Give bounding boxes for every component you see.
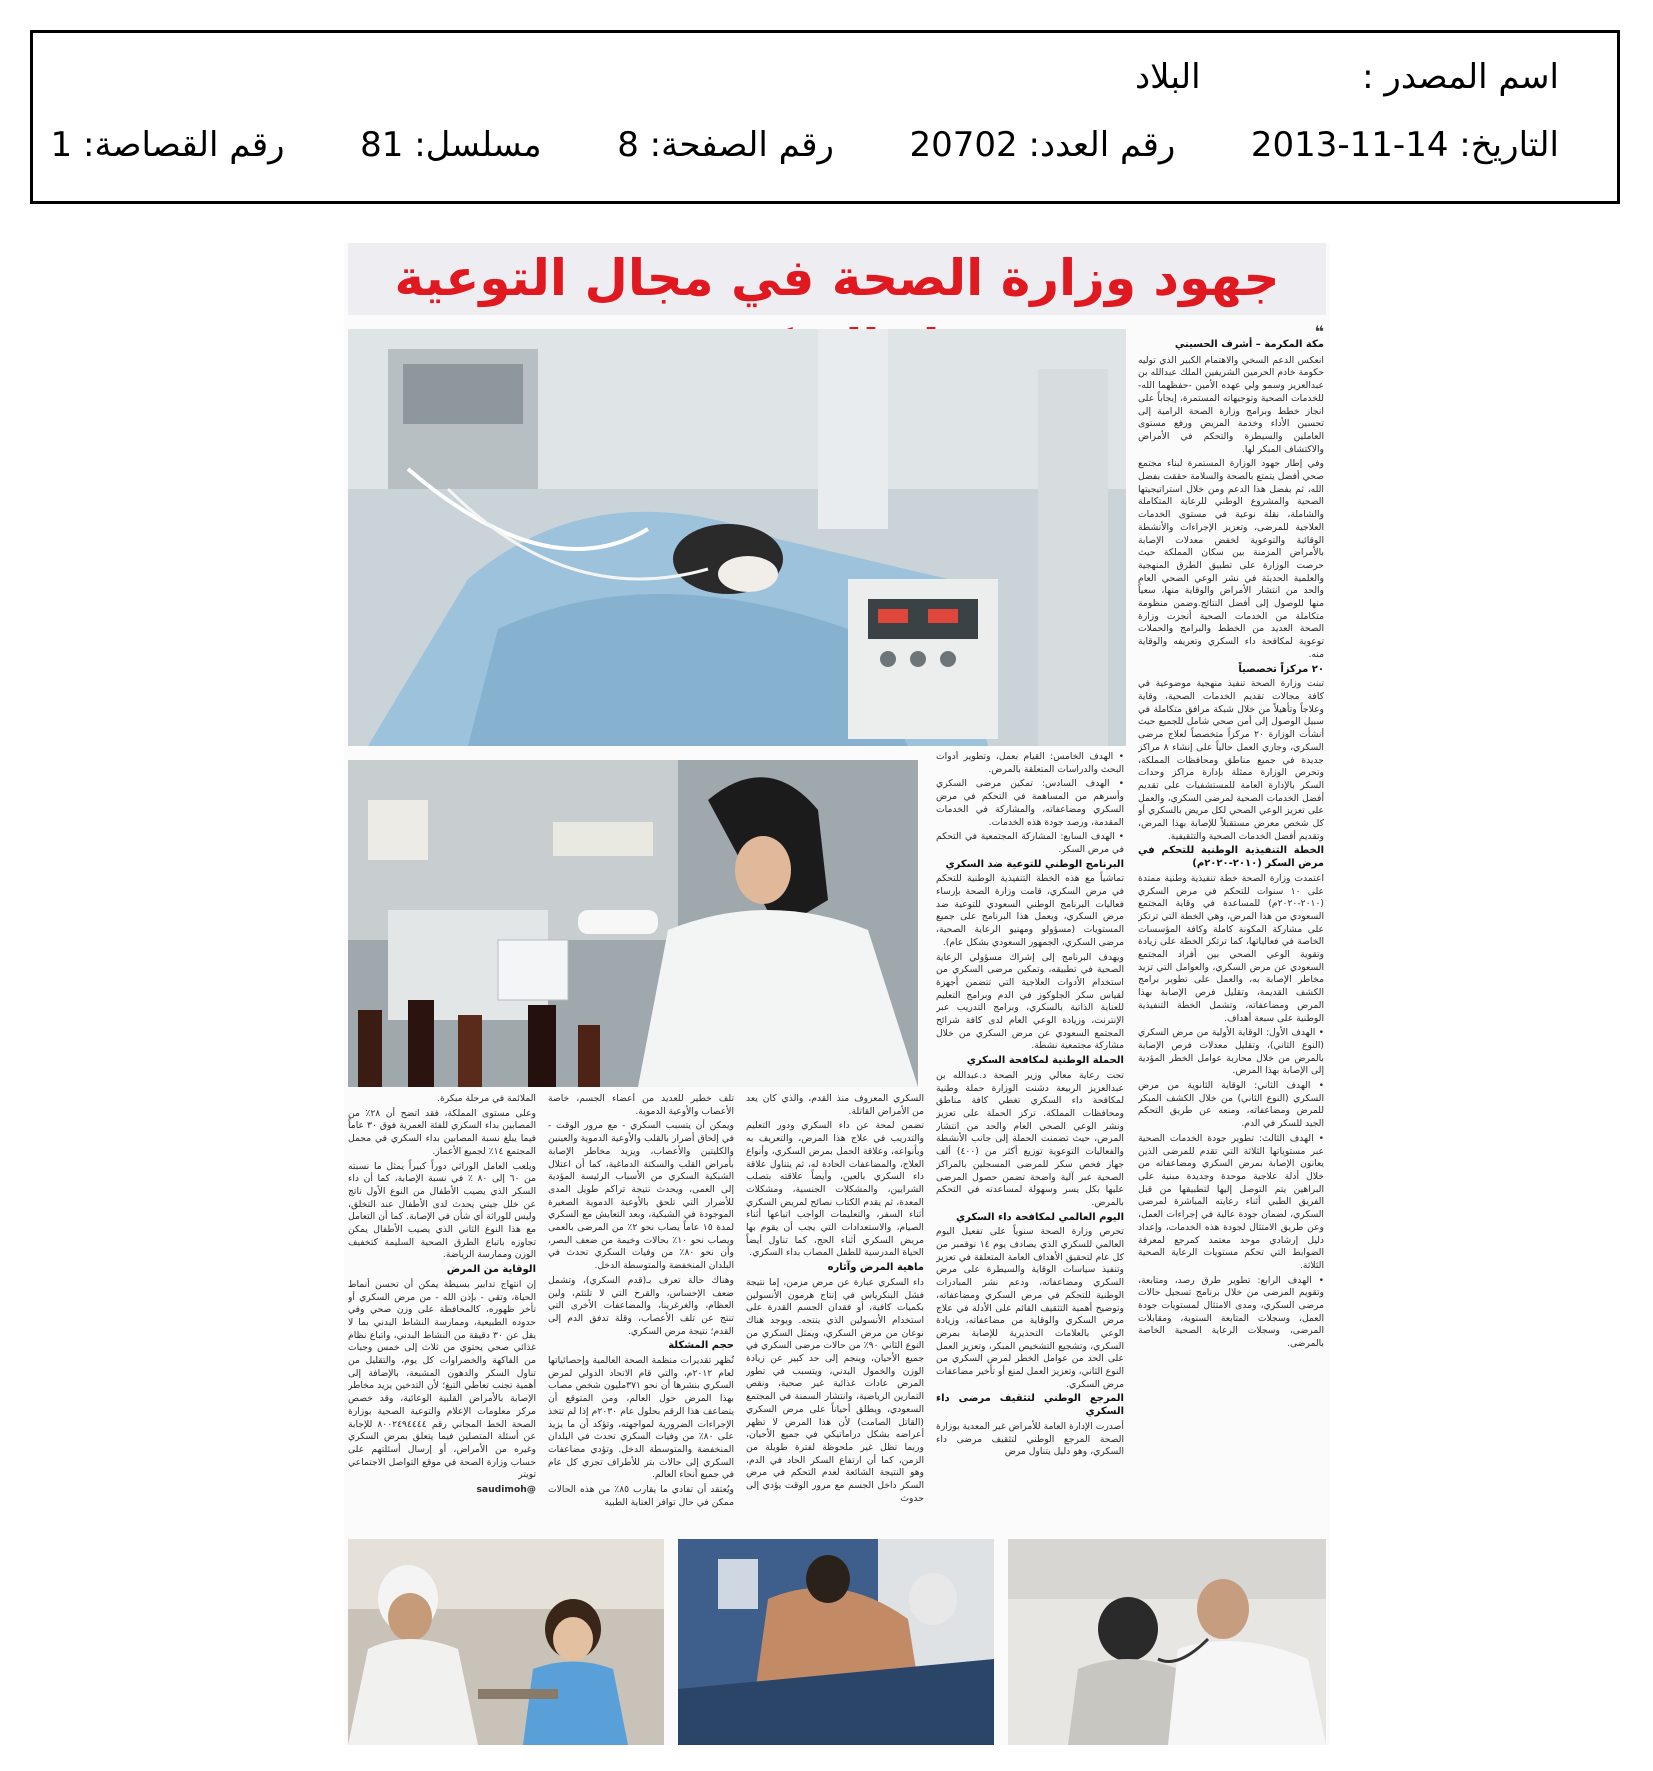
newspaper-clipping — [344, 243, 1330, 1745]
source-info-box — [30, 30, 1620, 204]
article-column-5 — [348, 1093, 536, 1535]
section-heading: ماهية المرض وآثاره — [827, 1262, 924, 1274]
column-paragraph: تماشياً مع هذه الخطة التنفيذية الوطنية للتحكم في مرض السكري، قامت وزارة الصحة بإرساء فعاليات البرنامج الوطني السعودي للتوعية ضد مرض السكري، ويعمل هذا البرنامج على جميع المستويات (مسؤولو ومهنيو الرعاية الصحية، مرضى السكري، الجمهور السعودي بشكل عام). — [936, 873, 1124, 948]
column-paragraph: • الهدف الرابع: تطوير طرق رصد، ومتابعة، وتقويم المرضى من خلال برنامج تسجيل حالات مرضى السكري، ومدى الامتثال لمستويات جودة العمل، وسجلات المتابعة السنوية، ومقابلات المرضى، وسجلات الرعاية الصحية الخاصة بالمرضى. — [1138, 1274, 1324, 1350]
clip-label: رقم القصاصة: — [83, 125, 285, 165]
column-paragraph: انعكس الدعم السخي والاهتمام الكبير الذي توليه حكومة خادم الحرمين الشريفين الملك عبدالله بن عبدالعزيز وسمو ولي عهده الأمين -حفظهما الله- للخدمات الصحية وتوجيهاته المستمرة، إيجاباً على انجاز خطط وبرامج وزارة الصحة الرامية إلى تحسين الأداء وخدمة المريض ورفع مستوى العاملين والسيطرة والتحكم في الأمراض والاكتشاف المبكر لها. — [1138, 354, 1324, 455]
clip-value: 1 — [50, 125, 73, 165]
column-paragraph: داء السكري عبارة عن مرض مزمن، إما نتيجة فشل البنكرياس في إنتاج هرمون الأنسولين بكميات كافية، أو فقدان الجسم القدرة على استخدام الأنسولين الذي ينتجه. ويوجد هناك نوعان من مرض السكري، ويمثل السكري من النوع الثاني ٩٠٪ من حالات مرضى السكري في جميع الأحيان، وينجم إلى حد كبير عن زيادة الوزن والخمول البدني، ويتسبب في تطور المرض عادات غذائية غير صحية، ونقص التمارين الرياضية، وانتشار السمنة في المجتمع السعودي، ويطلق أحياناً على مرض السكري (القاتل الصامت) لأن هذا المرض لا تظهر أعراضه بشكل دراماتيكي في جميع الأحيان، وربما تظل غير ملحوظة لفترة طويلة من الزمن، كما أن ارتفاع السكر الحاد في الدم، وهو النتيجة الشائعة لعدم التحكم في مرض السكر داخل الجسم مع مرور الوقت يؤدي إلى حدوث — [746, 1276, 924, 1504]
doctor-with-stethoscope-photo — [1008, 1539, 1326, 1745]
date-label: التاريخ: — [1459, 125, 1559, 165]
column-paragraph: ويهدف البرنامج إلى إشراك مسؤولي الرعاية الصحية في تطبيقه، وتمكين مرضى السكري من استخدام الأدوات العلاجية التي تتضمن أجهزة لقياس سكر الجلوكوز في الدم وبرامج التعليم للعناية الذاتية بالسكري، وبرامج التدريب عبر الإنترنت، وزيادة الوعي العام لدى كافة شرائح المجتمع السعودي عن مرض السكري من خلال مشاركة مجتمعية نشطة. — [936, 951, 1124, 1052]
lab-technician-photo — [348, 760, 918, 1087]
section-heading: ٢٠ مركزاً تخصصياً — [1238, 663, 1324, 675]
issue-label: رقم العدد: — [1028, 125, 1176, 165]
column-paragraph: تحرص وزارة الصحة سنوياً على تفعيل اليوم العالمي للسكري الذي يصادف يوم ١٤ نوفمبر من كل عام لتحقيق الأهداف العامة المتعلقة في تعزيز وتنفيذ سياسات الوقاية والسيطرة على مرض السكري ومضاعفاته، ودعم نشر المبادرات الوطنية للتحكم في مرض السكري ومضاعفاته، وتوضيح أهمية التثقيف القائم على الأدلة في علاج مرض السكري والوقاية من مضاعفاته، وزيادة الوعي بالعلامات التحذيرية للإصابة بمرض السكري، وتشجيع التشخيص المبكر، وتعزيز العمل على الحد من عوامل الخطر لمرض السكري من النوع الثاني، وتعزيز العمل لمنع أو تأخير مضاعفات مرض السكري. — [936, 1226, 1124, 1390]
column-paragraph: وعلى مستوى المملكة، فقد اتضح أن ٢٨٪ من المصابين بداء السكري للفئة العمرية فوق ٣٠ عاماً فيما يبلغ نسبة المصابين بداء السكري في مجمل المجتمع ١٤٪ لجميع الأعمار. — [348, 1107, 536, 1157]
section-heading: الحملة الوطنية لمكافحة السكري — [966, 1055, 1124, 1067]
article-byline: مكة المكرمة – أشرف الحسيني — [1174, 339, 1324, 350]
column-paragraph: وفي إطار جهود الوزارة المستمرة لبناء مجتمع صحي أفضل يتمتع بالصحة والسلامة حققت بفضل الله، ثم بفضل هذا الدعم ومن خلال استراتيجيتها الصحية والمشروع الوطني للرعاية المتكاملة والشاملة، نقلة نوعية في مستوى الخدمات العلاجية للمرضى، وتعزيز الإجراءات والأنشطة الوقائية والتوعوية لخفض معدلات الإصابة بالأمراض المزمنة بين سكان المملكة حيث حرصت الوزارة على تطبيق الطرق المنهجية والعلمية الحديثة في نشر الوعي الصحي العام والحد من انتشار الأمراض والوقاية منها، سعياً منها للوصول إلى أفضل النتائج.وضمن منظومة متكاملة من الخدمات الصحية أنجزت وزارة الصحة العديد من الخطط والبرامج والحملات توعوية لمكافحة داء السكري وتعريفه والوقاية منه. — [1138, 458, 1324, 660]
serial-label: مسلسل: — [414, 125, 542, 165]
article-column-3 — [746, 1093, 924, 1535]
twitter-handle: saudimoh@ — [476, 1484, 536, 1496]
section-heading: الخطة التنفيذية الوطنية للتحكم في مرض السكر (٢٠١٠-٢٠٢٠م) — [1138, 845, 1324, 870]
issue-value: 20702 — [909, 125, 1018, 165]
section-heading: الوقاية من المرض — [446, 1264, 536, 1276]
article-column-1 — [1138, 325, 1324, 1535]
source-label: اسم المصدر : — [1362, 57, 1559, 97]
column-paragraph: • الهدف السابع: المشاركة المجتمعية في التحكم في مرض السكر. — [936, 831, 1124, 855]
column-paragraph: وهناك حالة تعرف بـ(قدم السكري)، وتشمل ضعف الإحساس، والقرح التي لا تلتئم، ولين العظام، والغرغرينا، والمضاعفات الأخرى التي تنتج عن تلف الأعصاب، وقلة تدفق الدم إلى القدم؛ نتيجة مرض السكري. — [548, 1274, 734, 1337]
page-value: 8 — [617, 125, 639, 165]
section-heading: حجم المشكلة — [668, 1340, 734, 1352]
section-heading: البرنامج الوطني للتوعية ضد السكري — [945, 858, 1124, 870]
section-heading: المرجع الوطني لتثقيف مرضى داء السكري — [936, 1393, 1124, 1418]
source-line — [1135, 57, 1559, 97]
article-headline: جهود وزارة الصحة في مجال التوعية — [348, 243, 1326, 315]
column-paragraph: • الهدف الخامس: القيام بعمل، وتطوير أدوات البحث والدراسات المتعلقة بالمرض. — [936, 751, 1124, 775]
column-paragraph: ويلعب العامل الوراثي دوراً كبيراً يمثل ما نسبته من ٦٠ إلى ٨٠ ٪ في نسبة الإصابة، كما أن داء السكر الذي يصيب الأطفال من النوع الأول ناتج عن خلل جيني يحدث لدى الأطفال عند التخلق، وليس للوراثة أي شأن في الإصابة. كما أن التعامل مع هذا النوع الثاني الذي يصيب الأطفال يمكن تجاوزه باتباع الطرق الصحية السليمة كتخفيف الوزن وممارسة الرياضة. — [348, 1160, 536, 1261]
quote-mark-icon: ❝ — [1314, 325, 1324, 341]
page-label: رقم الصفحة: — [649, 125, 834, 165]
column-paragraph: اعتمدت وزارة الصحة خطة تنفيذية وطنية ممتدة على ١٠ سنوات للتحكم في مرض السكري (٢٠١٠-٢٠٢٠م) للمساعدة في وقاية المجتمع السعودي من هذا المرض، وهي الخطة التي ترتكز على مشاركة المكونة كاملة وكافة المؤسسات الخاصة في فعالياتها، كما ترتكز الخطة على زيادة وتقوية الوعي الصحي بين أفراد المجتمع السعودي عن مرض السكري، والعوامل التي تزيد مخاطر الإصابة به، والعمل على تطوير برامج الكشف القديمة، وتقليل فرص الإصابة بهذا المرض ومضاعفاته، وتشمل الخطة التنفيذية الوطنية على سبعة أهداف. — [1138, 872, 1324, 1024]
column-paragraph: • الهدف الأول: الوقاية الأولية من مرض السكري (النوع الثاني)، وتقليل معدلات فرص الإصابة بالمرض من خلال محاربة عوامل الخطر المؤدية إلى الإصابة بهذا المرض. — [1138, 1027, 1324, 1077]
column-paragraph: إن انتهاج تدابير بسيطة يمكن أن تحسن أنماط الحياة، وتقي - بإذن الله - من مرض السكري أو تأخر ظهوره، كالمحافظة على وزن صحي وفي حدوده الطبيعية، وممارسة النشاط البدني بما لا يقل عن ٣٠ دقيقة من النشاط البدني، واتباع نظام غذائي صحي يحتوي من ثلاث إلى خمس وجبات من الفاكهة والخضراوات كل يوم، والتقليل من تناول السكر والدهون المشبعة، بالإضافة إلى أهمية تجنب تعاطي التبغ؛ لأن التدخين يزيد مخاطر الإصابة بالأمراض القلبية الوعائية، وقد خصص مركز معلومات الإعلام والتوعية الصحية بوزارة الصحة الخط المجاني رقم ٨٠٠٢٤٩٤٤٤٤ للإجابة عن أسئلة المتصلين فيما يتعلق بمرض السكري وغيره من الأمراض، أو إرسال أسئلتهم على حساب وزارة الصحة في موقع التواصل الاجتماعي تويتر — [348, 1278, 536, 1481]
column-paragraph: تبنت وزارة الصحة تنفيذ منهجية موضوعية في كافة مجالات تقديم الخدمات الصحية، وقاية وعلاجاً وتأهيلاً من خلال شبكة مرافق متكاملة في سبيل الوصول إلى أمن صحي شامل للجميع حيث أنشأت الوزارة ٢٠ مركزاً متخصصاً لعلاج مرضى السكري، وجاري العمل حالياً على إنشاء ٨ مراكز جديدة في جميع مناطق ومحافظات المملكة، وتحرص الوزارة ممثلة بإدارة مراكز وحدات السكر بالإدارة العامة للمستشفيات على تقديم أفضل الخدمات الصحية لمرضى السكري، والعمل على تعزيز الوعي الصحي لكل مريض بالسكري أو كل شخص معرض مستقبلاً للإصابة بهذا المرض، وتقديم أفضل الخدمات الصحية والتثقيفية. — [1138, 678, 1324, 842]
column-paragraph: تضمن لمحة عن داء السكري ودور التعليم والتدريب في علاج هذا المرض، والتعريف به وبأنواعه، وعلاقة الحمل بمرض السكري، وأنواع العلاج، والمضاعفات الحادة له، ثم يتناول علاقة داء السكري بالعين، وأيضاً علاقته بتصلب الشرايين، والمشكلات الجنسية، ومشكلات المعدة، ثم يقدم الكتاب نصائح لمريض السكري أثناء السفر، والتعليمات الواجب اتباعها أثناء الصيام، والاستعدادات التي يجب أن يقوم بها مريض السكري أثناء الحج، كما تناول أيضاً الحياة المدرسية للطفل المصاب بداء السكري. — [746, 1120, 924, 1259]
column-paragraph: تلف خطير للعديد من أعضاء الجسم، خاصة الأعصاب والأوعية الدموية. — [548, 1093, 734, 1117]
column-paragraph: الملائمة في مرحلة مبكرة. — [437, 1093, 536, 1104]
article-column-4 — [548, 1093, 734, 1535]
publication-details-line — [51, 125, 1559, 165]
column-paragraph: • الهدف السادس: تمكين مرضى السكري وأسرهم من المساهمة في التحكم في مرض السكري ومضاعفاته، والمشاركة في الخدمات المقدمة، ورصد جودة هذه الخدمات. — [936, 778, 1124, 828]
section-heading: اليوم العالمي لمكافحة داء السكري — [955, 1211, 1124, 1223]
serial-value: 81 — [360, 125, 404, 165]
article-column-2 — [936, 751, 1124, 1535]
column-paragraph: تُظهر تقديرات منظمة الصحة العالمية وإحصائياتها لعام ٢٠١٢م، والتي قام الاتحاد الدولي لمرض السكري بنشرها أن نحو ٣٧١مليون شخص مصاب بهذا المرض حول العالم، ومن المتوقع أن يتضاعف هذا الرقم بحلول عام ٢٠٣٠م إذا لم تتخذ الإجراءات الضرورية لمواجهته، وتؤكد أن ما يزيد على ٨٠٪ من وفيات السكري تحدث في البلدان المنخفضة والمتوسطة الدخل. وتؤدي مضاعفات السكري إلى حالات بتر للأطراف تجري كل عام في جميع أنحاء العالم. — [548, 1355, 734, 1481]
date-value: 2013-11-14 — [1250, 125, 1449, 165]
column-paragraph: ويُعتقد أن تفادي ما يقارب ٨٥٪ من هذه الحالات ممكن في حال توافر العناية الطبية — [548, 1484, 734, 1508]
column-paragraph: • الهدف الثالث: تطوير جودة الخدمات الصحية عبر مستوياتها الثلاثة التي تقدم للمرضى الذين يعانون الإصابة بمرض السكري ومضاعفاته من خلال أدلة علاجية موحدة وجديدة مبنية على البراهين يتم التوصل إليها لتطبيقها من قبل الفريق الطبي أثناء رعايته المباشرة لمرضى السكري، لضمان جودة عالية في إجراءات العمل، وعن طريق الامتثال لجودة هذه الخدمات، وإعداد دليل إرشادي موحد معتمد كمرجع لمعرفة الضوابط التي تحكم مستويات الرعاية الصحية الثلاثة. — [1138, 1132, 1324, 1271]
doctor-examining-child-photo — [348, 1539, 664, 1745]
column-paragraph: أصدرت الإدارة العامة للأمراض غير المعدية بوزارة الصحة المرجع الوطني لتثقيف مرضى داء السكري، وهو دليل يتناول مرض — [936, 1420, 1124, 1458]
column-paragraph: تحت رعاية معالي وزير الصحة د.عبدالله بن عبدالعزيز الربيعة دشنت الوزارة حملة وطنية لمكافحة داء السكري تغطي كافة مناطق ومحافظات المملكة. تركز الحملة على تعزيز ونشر الوعي الصحي العام والحد من انتشار المرض، حيث تضمنت الحملة إلى جانب الأنشطة والفعاليات التوعوية توزيع أكثر من (٤٠٠) ألف جهاز فحص سكر للمرضى المسجلين بالمراكز الصحية عبر آلية واضحة تضمن حصول المرضى عليها بكل يسر وسهولة لمساعدته في التحكم بالمرض. — [936, 1069, 1124, 1208]
column-paragraph: • الهدف الثاني: الوقاية الثانوية من مرض السكري (النوع الثاني) من خلال الكشف المبكر للمرض ومضاعفاته، ومنعه عن طريق التحكم الجيد للسكر في الدم. — [1138, 1080, 1324, 1130]
column-paragraph: السكري المعروف منذ القدم، والذي كان يعد من الأمراض القاتلة. — [746, 1093, 924, 1117]
column-paragraph: ويمكن أن يتسبب السكري - مع مرور الوقت - في إلحاق أضرار بالقلب والأوعية الدموية والعينين والكليتين والأعصاب، ويزيد مخاطر الإصابة بأمراض القلب والسكتة الدماغية، كما أن اعتلال الشبكية السكري من الأسباب الرئيسة المؤدية إلى العمى، ويحدث نتيجة تراكم طويل المدى للأضرار التي تلحق بالأوعية الدموية الصغيرة الموجودة في الشبكية، وبعد التعايش مع السكري لمدة ١٥ عاماً يصاب نحو ٢٪ من المرضى بالعمى ويصاب نحو ١٠٪ بحالات وخيمة من ضعف البصر، وأن نحو ٨٠٪ من وفيات السكري تحدث في البلدان المنخفضة والمتوسطة الدخل. — [548, 1120, 734, 1272]
source-value: البلاد — [1135, 57, 1201, 97]
hospital-patient-photo — [348, 329, 1126, 746]
medical-checkup-photo — [678, 1539, 994, 1745]
